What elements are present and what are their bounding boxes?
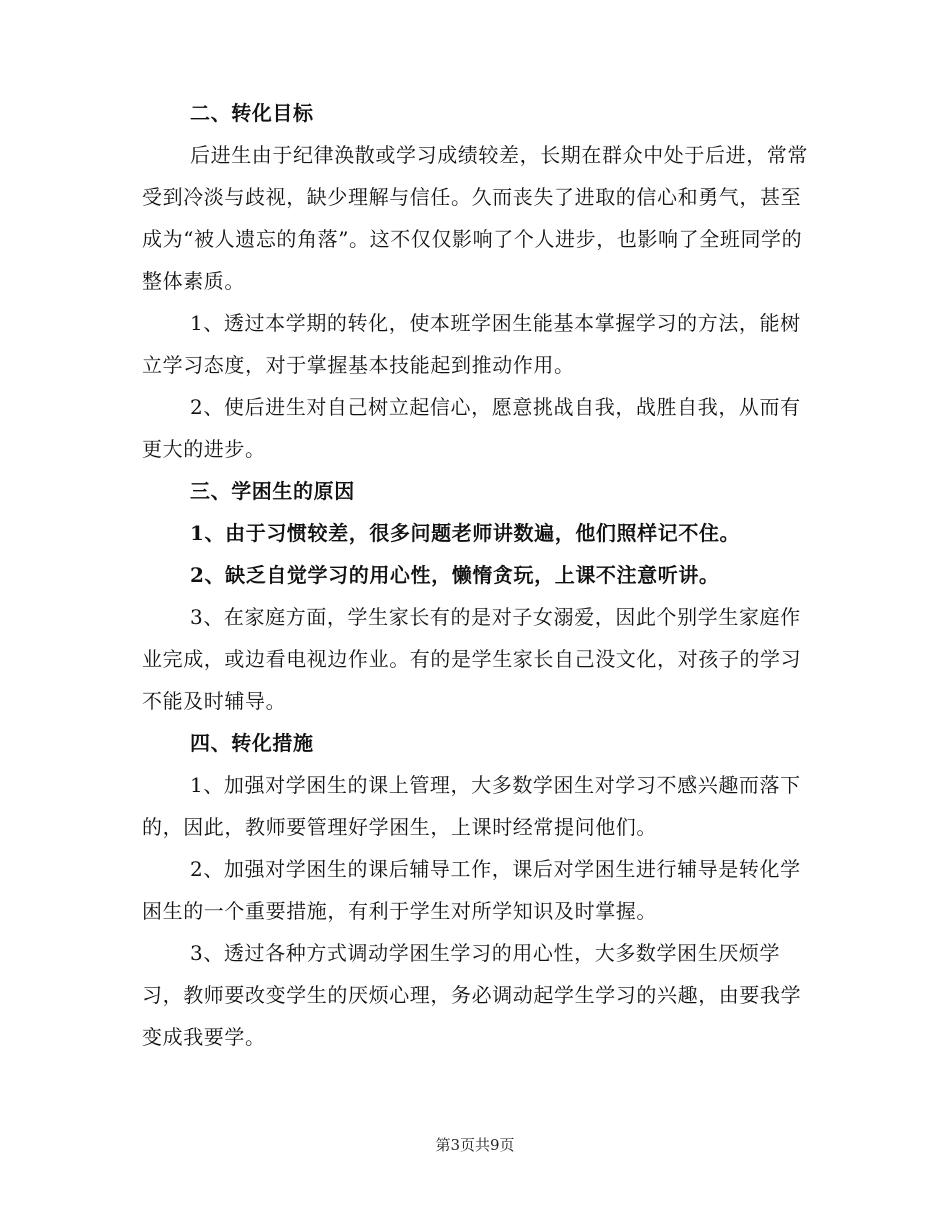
document-body bbox=[142, 92, 810, 1058]
paragraph: 2、加强对学困生的课后辅导工作，课后对学困生进行辅导是转化学困生的一个重要措施，有利于学生对所学知识及时掌握。 bbox=[142, 857, 801, 923]
paragraph-bold: 1、由于习惯较差，很多问题老师讲数遍，他们照样记不住。 bbox=[190, 521, 741, 545]
paragraph-bold: 2、缺乏自觉学习的用心性，懒惰贪玩，上课不注意听讲。 bbox=[190, 563, 720, 587]
section-heading-goals: 二、转化目标 bbox=[190, 101, 314, 125]
section-heading-measures: 四、转化措施 bbox=[190, 731, 314, 755]
paragraph: 后进生由于纪律涣散或学习成绩较差，长期在群众中处于后进，常常受到冷淡与歧视，缺少理解与信任。久而丧失了进取的信心和勇气，甚至成为“被人遗忘的角落”。这不仅仅影响了个人进步，也影响了全班同学的整体素质。 bbox=[142, 143, 808, 293]
section-heading-causes: 三、学困生的原因 bbox=[190, 479, 355, 503]
paragraph: 3、透过各种方式调动学困生学习的用心性，大多数学困生厌烦学习，教师要改变学生的厌烦心理，务必调动起学生学习的兴趣，由要我学变成我要学。 bbox=[142, 941, 802, 1049]
paragraph: 1、透过本学期的转化，使本班学困生能基本掌握学习的方法，能树立学习态度，对于掌握基本技能起到推动作用。 bbox=[142, 311, 801, 377]
paragraph: 2、使后进生对自己树立起信心，愿意挑战自我，战胜自我，从而有更大的进步。 bbox=[142, 395, 801, 461]
page-number-footer: 第3页共9页 bbox=[435, 1136, 515, 1154]
paragraph: 3、在家庭方面，学生家长有的是对子女溺爱，因此个别学生家庭作业完成，或边看电视边作业。有的是学生家长自己没文化，对孩子的学习不能及时辅导。 bbox=[142, 605, 802, 713]
paragraph: 1、加强对学困生的课上管理，大多数学困生对学习不感兴趣而落下的，因此，教师要管理好学困生，上课时经常提问他们。 bbox=[142, 773, 801, 839]
